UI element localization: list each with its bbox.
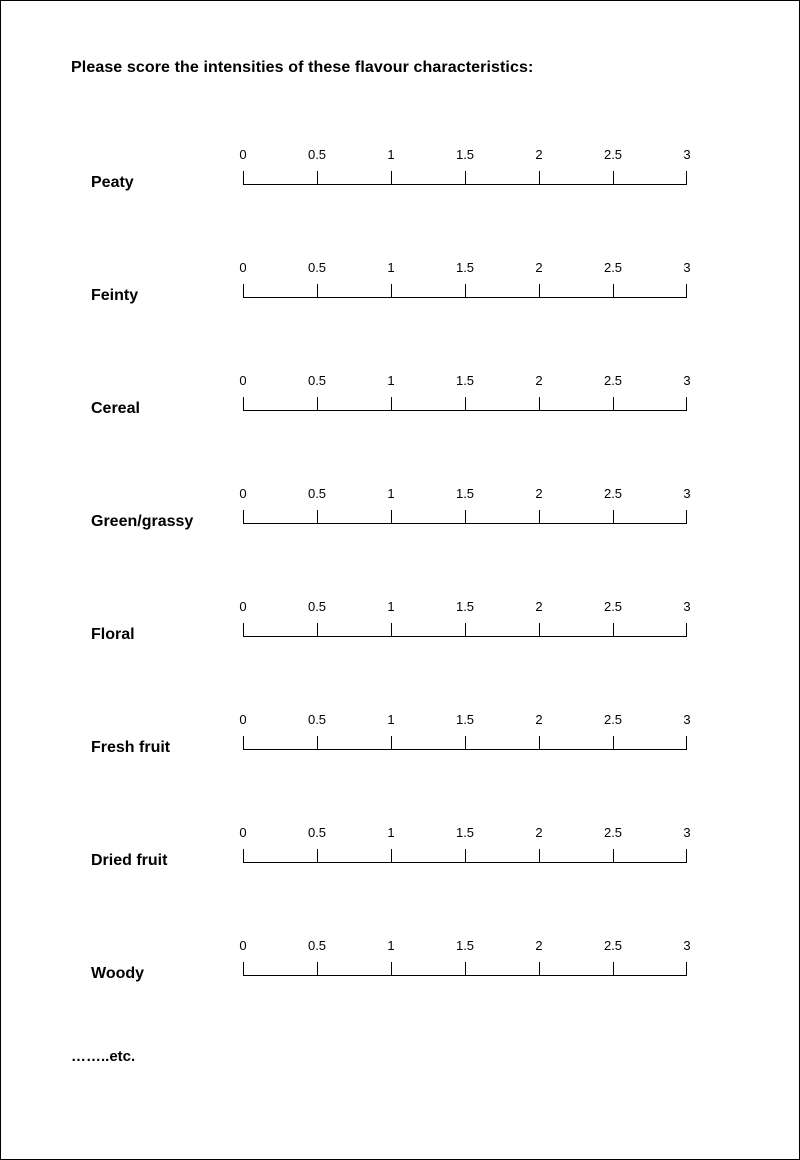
- scale-tick-label: 0.5: [307, 712, 327, 727]
- scale-tick-label: 0: [239, 938, 247, 953]
- attribute-rows: [1, 1, 800, 1160]
- scale-tick-mark: [317, 171, 318, 185]
- scale-tick-mark: [391, 962, 392, 976]
- scale-tick-label: 2: [535, 599, 543, 614]
- attribute-row: [1, 938, 800, 998]
- scale-tick-mark: [539, 736, 540, 750]
- scale-tick-mark: [317, 849, 318, 863]
- scale-tick-mark: [465, 623, 466, 637]
- scale-tick-label: 1: [387, 599, 395, 614]
- rating-scale-line[interactable]: [243, 284, 687, 298]
- scale-tick-mark: [613, 171, 614, 185]
- scale-tick-mark: [465, 284, 466, 298]
- scale-tick-label: 0: [239, 260, 247, 275]
- scale-tick-label: 2.5: [603, 486, 623, 501]
- scale-tick-mark: [613, 397, 614, 411]
- attribute-label: Floral: [91, 626, 135, 643]
- scale-tick-mark: [539, 397, 540, 411]
- scale-tick-mark: [539, 171, 540, 185]
- scale-tick-label: 1: [387, 486, 395, 501]
- scale-tick-mark: [243, 510, 244, 524]
- attribute-label: Woody: [91, 965, 145, 982]
- scale-tick-mark: [243, 171, 244, 185]
- attribute-label: Green/grassy: [91, 513, 194, 530]
- attribute-row: [1, 825, 800, 885]
- attribute-row: [1, 486, 800, 546]
- scale-tick-label: 0.5: [307, 260, 327, 275]
- scale-tick-label: 1: [387, 825, 395, 840]
- scale-tick-label: 0.5: [307, 825, 327, 840]
- scale-tick-label: 2: [535, 486, 543, 501]
- scale-tick-label: 3: [683, 825, 691, 840]
- scale-tick-mark: [613, 284, 614, 298]
- rating-scale-line[interactable]: [243, 962, 687, 976]
- scale-tick-label: 1: [387, 147, 395, 162]
- scale-tick-mark: [465, 397, 466, 411]
- scale-tick-mark: [317, 397, 318, 411]
- etc-note: ……..etc.: [71, 1048, 136, 1065]
- scale-tick-label: 0.5: [307, 373, 327, 388]
- scale-tick-mark: [686, 962, 687, 976]
- scale-tick-label: 1.5: [455, 373, 475, 388]
- scale-tick-label: 1: [387, 373, 395, 388]
- attribute-label: Feinty: [91, 287, 139, 304]
- scale-tick-mark: [391, 171, 392, 185]
- scale-tick-mark: [686, 284, 687, 298]
- attribute-row: [1, 260, 800, 320]
- scale-tick-label: 3: [683, 938, 691, 953]
- scale-tick-label: 2: [535, 938, 543, 953]
- scale-tick-label: 3: [683, 712, 691, 727]
- scale-tick-label: 0: [239, 825, 247, 840]
- attribute-label: Fresh fruit: [91, 739, 171, 756]
- rating-scale-line[interactable]: [243, 623, 687, 637]
- rating-scale-line[interactable]: [243, 736, 687, 750]
- scale-tick-label: 1: [387, 260, 395, 275]
- scale-tick-mark: [686, 510, 687, 524]
- attribute-row: [1, 147, 800, 207]
- scale-tick-mark: [539, 623, 540, 637]
- scale-tick-label: 1.5: [455, 938, 475, 953]
- scale-tick-mark: [613, 623, 614, 637]
- scale-tick-label: 2.5: [603, 373, 623, 388]
- scale-tick-label: 3: [683, 147, 691, 162]
- scale-tick-mark: [686, 736, 687, 750]
- scale-tick-mark: [613, 510, 614, 524]
- scale-tick-label: 2: [535, 825, 543, 840]
- scale-tick-label: 3: [683, 599, 691, 614]
- rating-scale-line[interactable]: [243, 397, 687, 411]
- attribute-label: Dried fruit: [91, 852, 168, 869]
- attribute-row: [1, 712, 800, 772]
- scale-tick-label: 0.5: [307, 147, 327, 162]
- scale-tick-label: 0: [239, 712, 247, 727]
- scale-tick-label: 2.5: [603, 260, 623, 275]
- attribute-row: [1, 373, 800, 433]
- scale-tick-mark: [686, 397, 687, 411]
- scale-tick-mark: [539, 510, 540, 524]
- scale-tick-mark: [243, 736, 244, 750]
- scale-tick-label: 0.5: [307, 599, 327, 614]
- scale-tick-label: 0: [239, 486, 247, 501]
- scale-tick-mark: [465, 849, 466, 863]
- scale-tick-mark: [243, 849, 244, 863]
- scale-tick-mark: [243, 962, 244, 976]
- scale-tick-label: 3: [683, 486, 691, 501]
- scale-tick-label: 2.5: [603, 712, 623, 727]
- scale-tick-label: 3: [683, 373, 691, 388]
- scale-tick-mark: [317, 510, 318, 524]
- scale-tick-mark: [686, 171, 687, 185]
- scale-tick-label: 1.5: [455, 599, 475, 614]
- scale-tick-mark: [391, 623, 392, 637]
- scale-tick-label: 1.5: [455, 712, 475, 727]
- scale-tick-label: 0.5: [307, 486, 327, 501]
- scale-tick-label: 0.5: [307, 938, 327, 953]
- scale-tick-mark: [243, 397, 244, 411]
- scale-tick-mark: [317, 736, 318, 750]
- scale-tick-mark: [613, 849, 614, 863]
- scale-tick-mark: [317, 962, 318, 976]
- scale-tick-mark: [613, 736, 614, 750]
- scale-tick-label: 2.5: [603, 599, 623, 614]
- attribute-label: Cereal: [91, 400, 140, 417]
- scale-tick-mark: [465, 171, 466, 185]
- scale-tick-label: 0: [239, 147, 247, 162]
- rating-scale-line[interactable]: [243, 510, 687, 524]
- scale-tick-mark: [539, 849, 540, 863]
- scale-tick-label: 2: [535, 373, 543, 388]
- scale-tick-label: 1: [387, 938, 395, 953]
- scale-tick-mark: [243, 284, 244, 298]
- scale-tick-mark: [391, 397, 392, 411]
- scale-tick-mark: [391, 510, 392, 524]
- scale-tick-label: 2.5: [603, 147, 623, 162]
- scale-tick-mark: [613, 962, 614, 976]
- scale-tick-label: 1.5: [455, 486, 475, 501]
- scale-tick-mark: [391, 736, 392, 750]
- scale-tick-label: 1.5: [455, 260, 475, 275]
- rating-scale-line[interactable]: [243, 171, 687, 185]
- attribute-label: Peaty: [91, 174, 134, 191]
- scale-tick-mark: [317, 284, 318, 298]
- scale-tick-label: 1.5: [455, 147, 475, 162]
- scale-tick-mark: [465, 510, 466, 524]
- scale-tick-label: 1: [387, 712, 395, 727]
- scale-tick-mark: [539, 962, 540, 976]
- scale-tick-label: 0: [239, 373, 247, 388]
- scale-tick-mark: [465, 962, 466, 976]
- scale-tick-label: 1.5: [455, 825, 475, 840]
- scale-tick-label: 2.5: [603, 938, 623, 953]
- scale-tick-label: 3: [683, 260, 691, 275]
- scale-tick-label: 2: [535, 260, 543, 275]
- scale-tick-mark: [539, 284, 540, 298]
- scale-tick-mark: [243, 623, 244, 637]
- scale-tick-mark: [686, 623, 687, 637]
- rating-scale-line[interactable]: [243, 849, 687, 863]
- attribute-row: [1, 599, 800, 659]
- scale-tick-mark: [686, 849, 687, 863]
- scale-tick-mark: [317, 623, 318, 637]
- page-title: Please score the intensities of these flavour characteristics:: [71, 59, 534, 76]
- scale-tick-label: 2: [535, 147, 543, 162]
- scale-tick-mark: [391, 284, 392, 298]
- scale-tick-mark: [391, 849, 392, 863]
- scale-tick-mark: [465, 736, 466, 750]
- scale-tick-label: 0: [239, 599, 247, 614]
- scale-tick-label: 2.5: [603, 825, 623, 840]
- scale-tick-label: 2: [535, 712, 543, 727]
